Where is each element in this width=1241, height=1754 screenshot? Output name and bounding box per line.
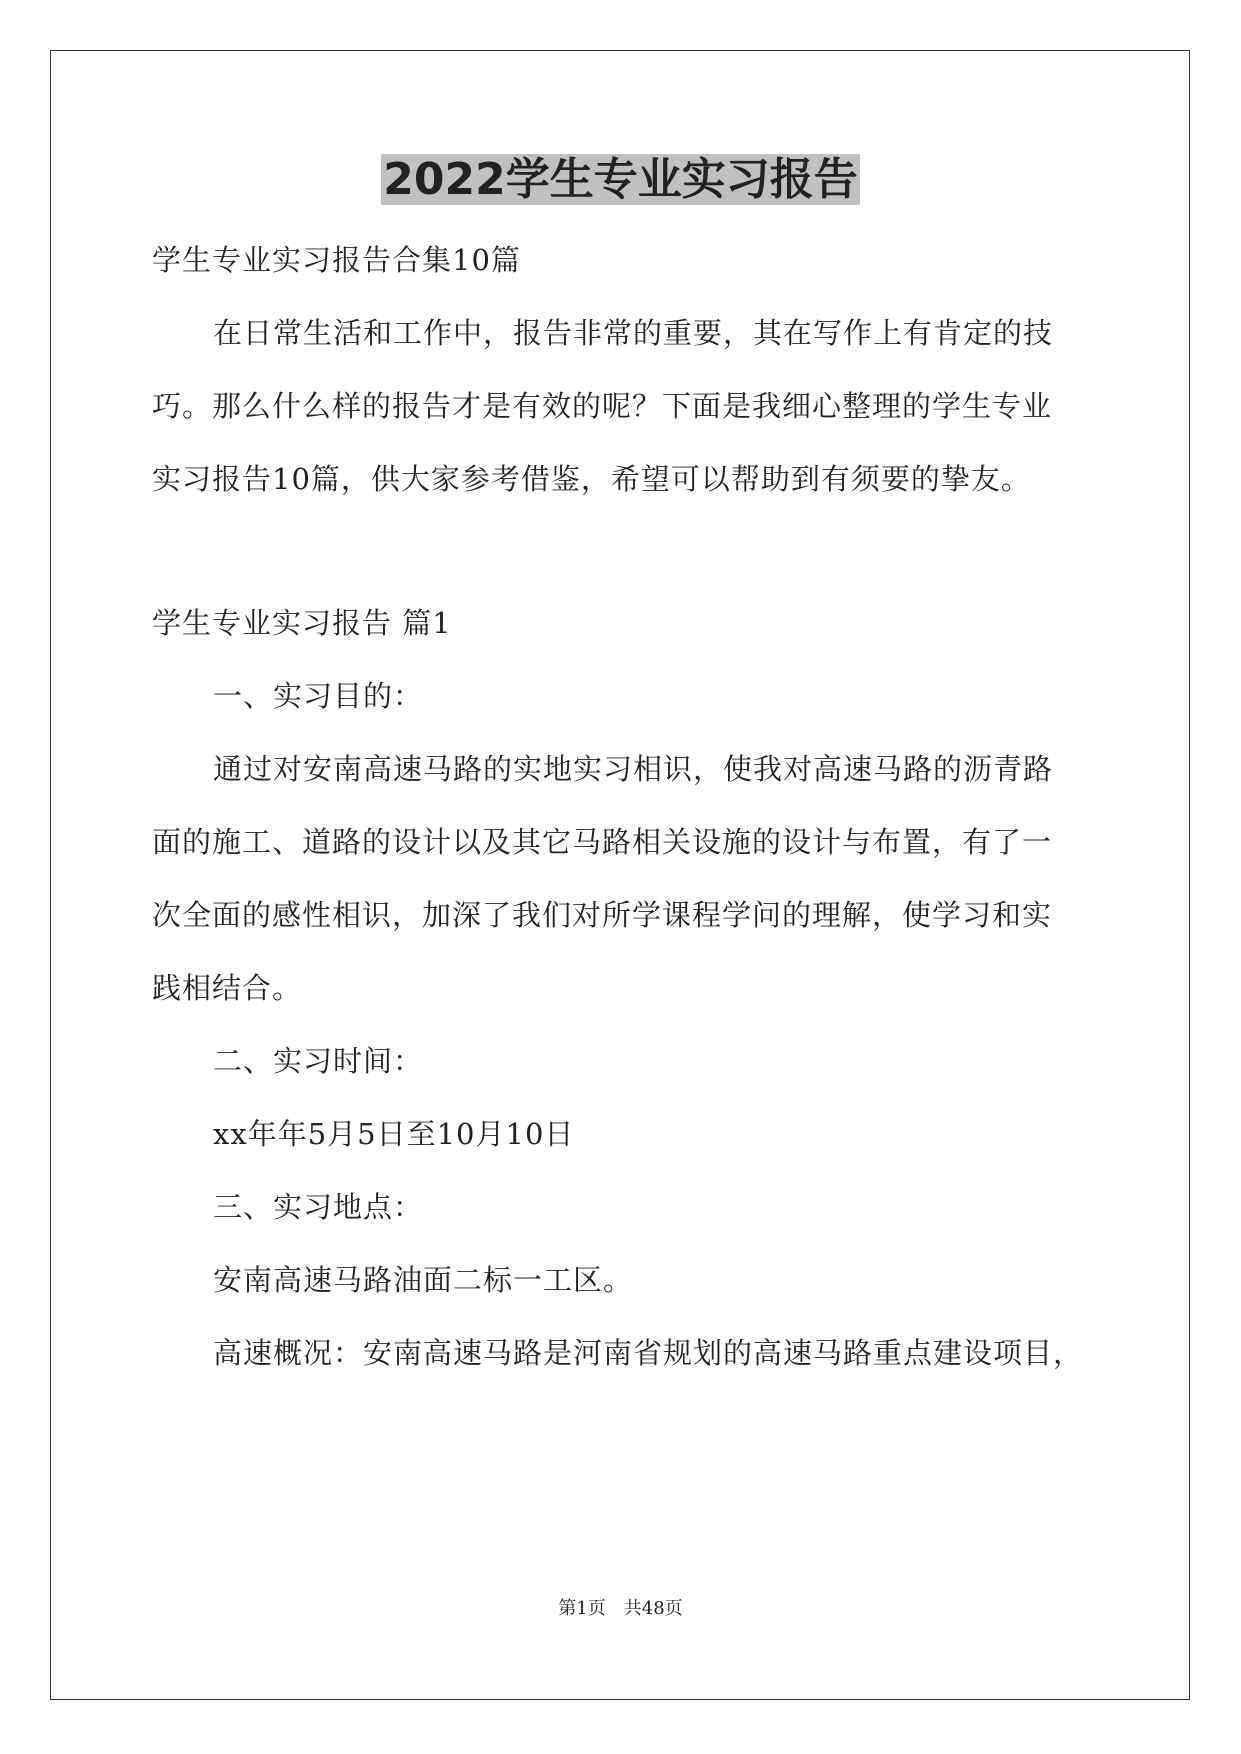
intro-line-2: 巧。那么什么样的报告才是有效的呢？下面是我细心整理的学生专业 xyxy=(152,389,1053,423)
purpose-line-1: 通过对安南高速马路的实地实习相识，使我对高速马路的沥青路 xyxy=(213,752,1054,786)
purpose-line-3: 次全面的感性相识，加深了我们对所学课程学问的理解，使学习和实 xyxy=(152,898,1053,932)
page-footer xyxy=(0,1597,1241,1621)
intro-line-3: 实习报告10篇，供大家参考借鉴，希望可以帮助到有须要的挚友。 xyxy=(152,462,1031,496)
page-border xyxy=(50,50,1190,1700)
document-title xyxy=(0,150,1241,210)
section-heading: 学生专业实习报告 篇1 xyxy=(152,606,452,640)
place-heading: 三、实习地点： xyxy=(213,1190,424,1224)
overview-line: 高速概况：安南高速马路是河南省规划的高速马路重点建设项目， xyxy=(213,1336,1084,1370)
time-value: xx年年5月5日至10月10日 xyxy=(213,1117,575,1151)
intro-line-1: 在日常生活和工作中，报告非常的重要，其在写作上有肯定的技 xyxy=(213,316,1054,350)
purpose-heading: 一、实习目的： xyxy=(213,679,424,713)
page-total: 共48页 xyxy=(623,1598,683,1619)
document-subtitle: 学生专业实习报告合集10篇 xyxy=(152,243,521,277)
document-title-text: 2022学生专业实习报告 xyxy=(383,154,858,205)
time-heading: 二、实习时间： xyxy=(213,1044,424,1078)
purpose-line-2: 面的施工、道路的设计以及其它马路相关设施的设计与布置，有了一 xyxy=(152,825,1053,859)
place-value: 安南高速马路油面二标一工区。 xyxy=(213,1263,634,1297)
purpose-line-4: 践相结合。 xyxy=(152,971,303,1005)
page-number: 第1页 xyxy=(558,1598,606,1619)
